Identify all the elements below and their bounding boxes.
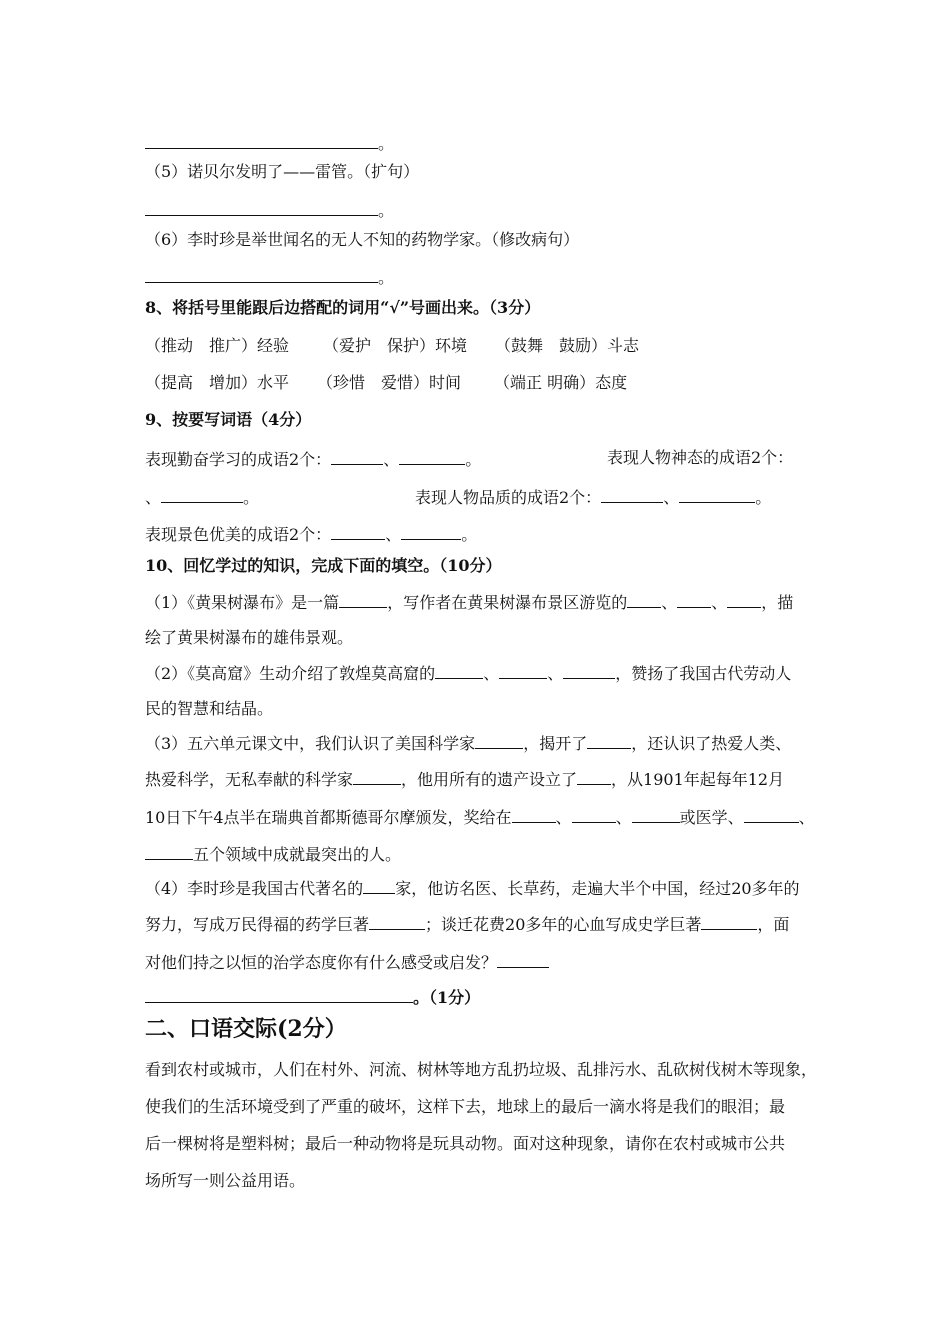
q8-option[interactable]: （推动 推广）经验 xyxy=(145,336,290,355)
blank[interactable] xyxy=(563,662,615,679)
blank[interactable] xyxy=(677,591,711,608)
paragraph-line: 后一棵树将是塑料树；最后一种动物将是玩具动物。面对这种现象，请你在农村或城市公共 xyxy=(145,1134,786,1153)
text: 五个领域中成就最突出的人。 xyxy=(193,845,402,864)
q7-item6: （6）李时珍是举世闻名的无人不知的药物学家。（修改病句） xyxy=(145,230,580,249)
blank[interactable] xyxy=(399,448,465,465)
text: ，面 xyxy=(757,915,790,934)
text: （2）《莫高窟》生动介绍了敦煌莫高窟的 xyxy=(145,664,436,683)
answer-line[interactable] xyxy=(145,132,394,154)
blank[interactable] xyxy=(572,806,616,823)
period: 。 xyxy=(465,450,482,469)
blank[interactable] xyxy=(475,732,523,749)
blank[interactable] xyxy=(369,913,425,930)
blank[interactable] xyxy=(601,486,663,503)
q10-line: 民的智慧和结晶。 xyxy=(145,699,274,718)
q8-row2 xyxy=(145,373,627,393)
q9-prompt: 表现景色优美的成语2个： xyxy=(145,525,332,544)
text: ，写作者在黄果树瀑布景区游览的 xyxy=(387,593,628,612)
paragraph-line: 使我们的生活环境受到了严重的破坏，这样下去，地球上的最后一滴水将是我们的眼泪；最 xyxy=(145,1097,786,1116)
q10-line: 绘了黄果树瀑布的雄伟景观。 xyxy=(145,628,354,647)
q8-option[interactable]: （提高 增加）水平 xyxy=(145,373,290,392)
q8-option[interactable]: （端正 明确）态度 xyxy=(494,373,628,392)
blank[interactable] xyxy=(627,591,661,608)
q9-title: 9、按要写词语（4分） xyxy=(145,410,312,429)
q9-prompt: 表现人物神态的成语2个： xyxy=(607,448,794,467)
q8-title: 8、将括号里能跟后边搭配的词用“√”号画出来。（3分） xyxy=(145,298,541,317)
text: ，赞扬了我国古代劳动人 xyxy=(615,664,792,683)
sep: 、 xyxy=(145,488,162,507)
text: ，从1901年起每年12月 xyxy=(611,770,785,789)
text: ，还认识了热爱人类、 xyxy=(631,734,792,753)
blank[interactable] xyxy=(339,591,387,608)
blank[interactable] xyxy=(701,913,757,930)
answer-line[interactable] xyxy=(145,199,394,221)
q9-line1 xyxy=(145,448,481,470)
paragraph-line: 场所写一则公益用语。 xyxy=(145,1171,306,1190)
blank[interactable] xyxy=(577,768,611,785)
text: 。（1分） xyxy=(413,988,481,1007)
text: 努力，写成万民得福的药学巨著 xyxy=(145,915,370,934)
q8-option[interactable]: （珍惜 爱惜）时间 xyxy=(317,373,462,392)
blank[interactable] xyxy=(331,523,385,540)
text: 对他们持之以恒的治学态度你有什么感受或启发？ xyxy=(145,953,498,972)
q10-line xyxy=(145,877,800,899)
text: 10日下午4点半在瑞典首都斯德哥尔摩颁发，奖给在 xyxy=(145,808,512,827)
q7-item5: （5）诺贝尔发明了——雷管。（扩句） xyxy=(145,162,420,181)
q9-line3 xyxy=(145,523,477,545)
blank[interactable] xyxy=(727,591,761,608)
section-heading: 二、口语交际(2分） xyxy=(145,1016,347,1042)
period: 。 xyxy=(755,488,772,507)
answer-line[interactable] xyxy=(145,266,394,288)
text: 家，他访名医、长草药，走遍大半个中国，经过20多年的 xyxy=(395,879,800,898)
blank[interactable] xyxy=(401,523,461,540)
q10-line xyxy=(145,951,549,973)
q10-line xyxy=(145,986,480,1008)
text: ，他用所有的遗产设立了 xyxy=(401,770,578,789)
text: （3）五六单元课文中，我们认识了美国科学家 xyxy=(145,734,476,753)
q10-line xyxy=(145,732,791,754)
blank[interactable] xyxy=(679,486,755,503)
blank[interactable] xyxy=(161,486,243,503)
blank[interactable] xyxy=(587,732,631,749)
q10-line xyxy=(145,913,789,935)
blank[interactable] xyxy=(512,806,556,823)
text: ，描 xyxy=(761,593,794,612)
q10-title: 10、回忆学过的知识，完成下面的填空。（10分） xyxy=(145,556,502,575)
blank[interactable] xyxy=(331,448,383,465)
text: ；谈迁花费20多年的心血写成史学巨著 xyxy=(425,915,702,934)
period: 。 xyxy=(461,525,478,544)
blank[interactable] xyxy=(435,662,483,679)
blank[interactable] xyxy=(497,951,549,968)
paragraph-line: 看到农村或城市，人们在村外、河流、树林等地方乱扔垃圾、乱排污水、乱砍树伐树木等现象， xyxy=(145,1060,818,1079)
text: 热爱科学，无私奉献的科学家 xyxy=(145,770,354,789)
text: （1）《黄果树瀑布》是一篇 xyxy=(145,593,340,612)
sep: 、 xyxy=(383,450,400,469)
q10-line: 10日下午4点半在瑞典首都斯德哥尔摩颁发，奖给在 、 、 或医学、 、 xyxy=(145,808,815,827)
text: ，揭开了 xyxy=(523,734,588,753)
blank[interactable] xyxy=(744,806,799,823)
period: 。 xyxy=(378,134,395,153)
q8-option[interactable]: （鼓舞 鼓励）斗志 xyxy=(495,336,640,355)
q10-line: （2）《莫高窟》生动介绍了敦煌莫高窟的 、 、 ，赞扬了我国古代劳动人 xyxy=(145,664,792,683)
q10-line xyxy=(145,768,784,790)
period: 。 xyxy=(378,268,395,287)
blank[interactable] xyxy=(145,843,193,860)
q9-prompt: 表现人物品质的成语2个： xyxy=(415,488,602,507)
q10-line xyxy=(145,843,401,865)
text: 或医学、 xyxy=(679,808,744,827)
q9-line2b xyxy=(415,486,771,508)
q9-prompt: 表现勤奋学习的成语2个： xyxy=(145,450,332,469)
blank[interactable] xyxy=(499,662,547,679)
period: 。 xyxy=(378,201,395,220)
q8-option[interactable]: （爱护 保护）环境 xyxy=(323,336,468,355)
text: （4）李时珍是我国古代著名的 xyxy=(145,879,364,898)
sep: 、 xyxy=(385,525,402,544)
blank[interactable] xyxy=(353,768,401,785)
q10-line: （1）《黄果树瀑布》是一篇 ，写作者在黄果树瀑布景区游览的 、 、 ，描 xyxy=(145,593,794,612)
sep: 、 xyxy=(663,488,680,507)
q9-line2 xyxy=(145,486,259,508)
blank[interactable] xyxy=(632,806,680,823)
blank[interactable] xyxy=(363,877,395,894)
q8-row1 xyxy=(145,336,639,356)
period: 。 xyxy=(243,488,260,507)
blank[interactable] xyxy=(145,986,413,1003)
